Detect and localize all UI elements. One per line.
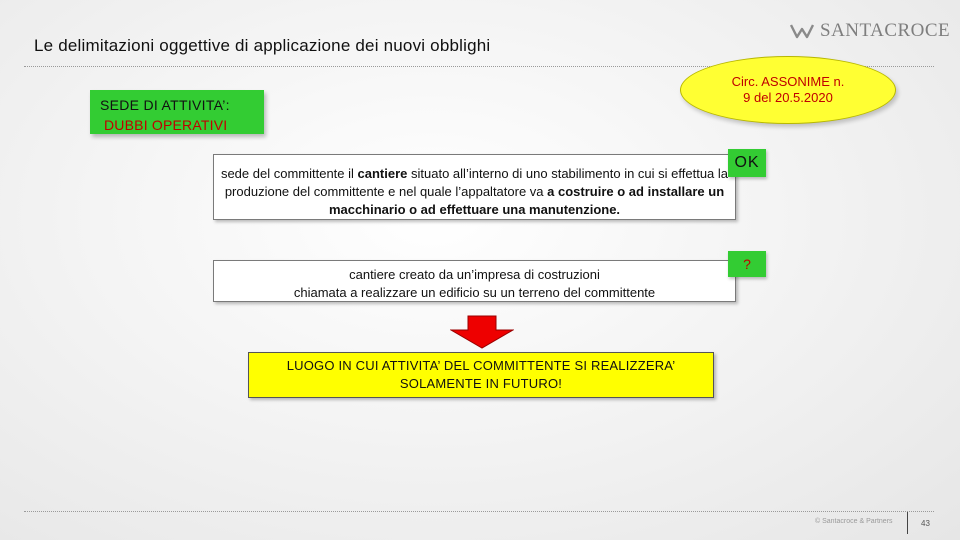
sede-subheading: DUBBI OPERATIVI xyxy=(104,117,228,133)
footer-divider xyxy=(24,511,934,512)
circular-line-1: Circ. ASSONIME n. xyxy=(731,74,845,89)
conclusion-line-2: SOLAMENTE IN FUTURO! xyxy=(399,376,563,391)
case-2-line-1: cantiere creato da un’impresa di costruzioni xyxy=(349,267,600,282)
case-1-text: sede del committente il cantiere situato all’interno di uno stabilimento in cui si effettua la produzione del committente e nel quale l’appaltatore va a costruire o ad installare un macchinario o ad effettuare una manutenzione. xyxy=(220,166,729,217)
question-tag: ? xyxy=(728,251,766,277)
case-1-box xyxy=(213,154,736,220)
footer-separator xyxy=(907,512,908,534)
circular-reference-callout xyxy=(680,56,896,124)
case-2-box xyxy=(213,260,736,302)
page-number: 43 xyxy=(921,519,930,528)
down-arrow-icon xyxy=(450,315,514,349)
case-2-line-2: chiamata a realizzare un edificio su un terreno del committente xyxy=(293,285,656,300)
ok-tag: OK xyxy=(728,149,766,177)
case-1-bold-action: a costruire o ad installare un macchinario o ad effettuare una manutenzione. xyxy=(328,184,725,217)
case-1-bold-cantiere: cantiere xyxy=(357,166,408,181)
sede-attivita-box xyxy=(90,90,264,134)
logo-text: SANTACROCE xyxy=(820,20,951,41)
sede-heading: SEDE DI ATTIVITA’: xyxy=(100,97,230,113)
circular-line-2: 9 del 20.5.2020 xyxy=(743,90,833,105)
company-logo xyxy=(790,18,950,44)
santacroce-logo-icon xyxy=(790,23,814,39)
footer-copyright: © Santacroce & Partners xyxy=(815,518,893,525)
conclusion-box xyxy=(248,352,714,398)
conclusion-line-1: LUOGO IN CUI ATTIVITA’ DEL COMMITTENTE SI REALIZZERA’ xyxy=(286,358,676,373)
slide-title: Le delimitazioni oggettive di applicazione dei nuovi obblighi xyxy=(34,36,491,55)
